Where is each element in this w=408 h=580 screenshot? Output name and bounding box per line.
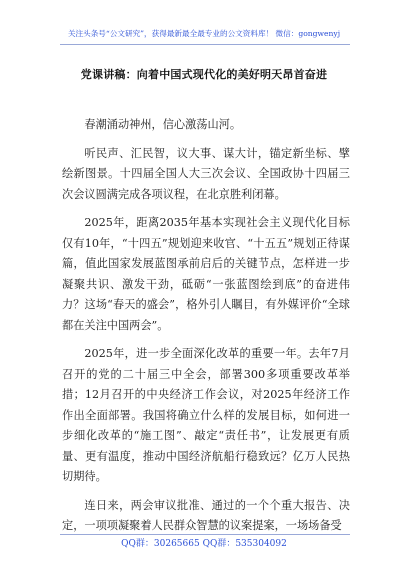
- paragraph: 听民声、汇民智，议大事、谋大计，锚定新坐标、擘绘新图景。十四届全国人大三次会议、全国政协十四届三次会议圆满完成各项议程，在北京胜利闭幕。: [62, 146, 350, 201]
- document-title: 党课讲稿：向着中国式现代化的美好明天昂首奋进: [80, 68, 328, 81]
- footer-divider: [60, 534, 350, 535]
- paragraph: 连日来，两会审议批准、通过的一个个重大报告、决定，一项项凝聚着人民群众智慧的议案提案，一场场备受: [62, 498, 350, 532]
- document-body: [62, 115, 350, 545]
- footer-contact: QQ群：30265665 QQ群：535304092: [121, 539, 287, 549]
- paragraph: 2025年，距离2035年基本实现社会主义现代化目标仅有10年，“十四五”规划迎来收官、“十五五”规划正待谋篇，值此国家发展蓝图承前启后的关键节点，怎样进一步凝聚共识、激发干劲，砥砺“一张蓝图绘到底”的奋进伟力？这场“春天的盛会”，格外引人瞩目，有外媒评价“全球都在关注中国两会”。: [62, 216, 350, 332]
- paragraph: 春潮涌动神州，信心激荡山河。: [84, 118, 242, 131]
- paragraph: 2025年，进一步全面深化改革的重要一年。去年7月召开的党的二十届三中全会，部署300多项重要改革举措；12月召开的中央经济工作会议，对2025年经济工作作出全面部署。我国将确立什么样的发展目标，如何进一步细化改革的“施工图”、敲定“责任书”，让发展更有质量、更有温度，推动中国经济航船行稳致远？亿万人民热切期待。: [62, 347, 350, 483]
- header-banner: 关注头条号“公文研究”，获得最新最全最专业的公文资料库！ 微信：gongwenyj: [67, 29, 341, 38]
- header-divider: [60, 44, 350, 45]
